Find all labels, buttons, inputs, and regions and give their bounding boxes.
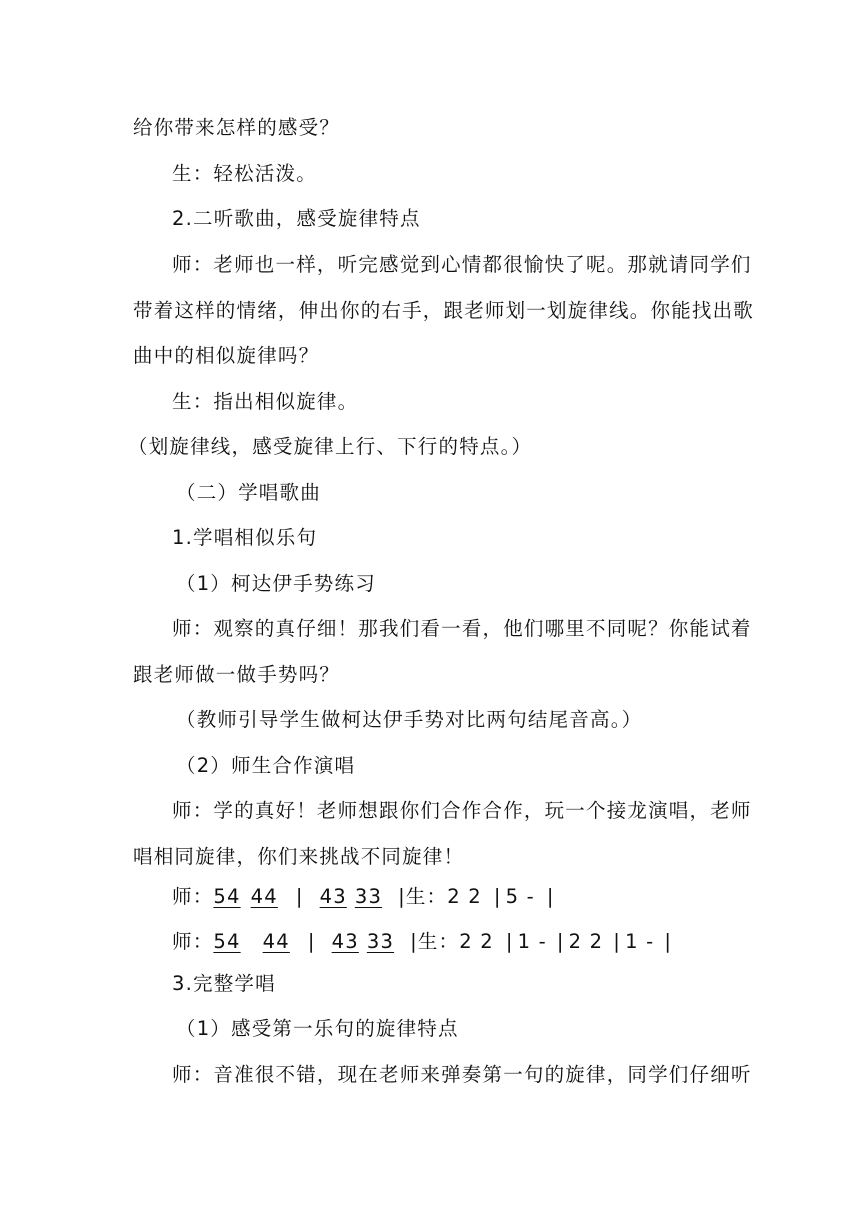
bar-line: | — [307, 930, 316, 953]
subsection-heading: （1）感受第一乐句的旋律特点 — [176, 1017, 459, 1040]
notation-note: 2 2 — [568, 930, 604, 953]
paragraph-line: 师：音准很不错，现在老师来弹奏第一句的旋律，同学们仔细听 — [172, 1063, 752, 1086]
paragraph-line: （划旋律线，感受旋律上行、下行的特点。） — [128, 435, 533, 458]
notation-line-1 — [172, 884, 555, 910]
section-heading: （二）学唱歌曲 — [176, 481, 321, 504]
section-heading: 2.二听歌曲，感受旋律特点 — [172, 207, 421, 230]
notation-note: 33 — [354, 885, 383, 908]
notation-note: 54 — [213, 930, 241, 953]
paragraph-line: 曲中的相似旋律吗？ — [133, 344, 320, 367]
bar-line: | — [493, 885, 502, 908]
section-heading: 1.学唱相似乐句 — [172, 526, 318, 549]
paragraph-line: 师：老师也一样，听完感觉到心情都很愉快了呢。那就请同学们 — [172, 253, 752, 276]
paragraph-line: 师：观察的真仔细！那我们看一看，他们哪里不同呢？你能试着 — [172, 617, 752, 640]
notation-note: 5 - — [505, 885, 535, 908]
paragraph-line: 生：轻松活泼。 — [172, 162, 317, 185]
notation-speaker: 师： — [172, 885, 214, 908]
bar-line: | — [295, 885, 304, 908]
notation-note: 43 — [319, 885, 347, 908]
notation-note: 1 - — [517, 930, 547, 953]
notation-note: 44 — [262, 930, 290, 953]
bar-line: | — [613, 930, 622, 953]
bar-line: | — [546, 885, 555, 908]
paragraph-line: 带着这样的情绪，伸出你的右手，跟老师划一划旋律线。你能找出歌 — [133, 299, 755, 322]
paragraph-line: 师：学的真好！老师想跟你们合作合作，玩一个接龙演唱，老师 — [172, 799, 752, 822]
bar-line: | — [664, 930, 673, 953]
paragraph-line: （教师引导学生做柯达伊手势对比两句结尾音高。） — [176, 708, 643, 731]
paragraph-line: 唱相同旋律，你们来挑战不同旋律！ — [133, 845, 465, 868]
subsection-heading: （1）柯达伊手势练习 — [176, 572, 376, 595]
section-heading: 3.完整学唱 — [172, 972, 276, 995]
notation-note: 44 — [250, 885, 278, 908]
notation-speaker: 师： — [172, 930, 214, 953]
notation-note: 33 — [366, 930, 395, 953]
bar-line: | — [410, 930, 418, 953]
notation-line-2 — [172, 929, 672, 955]
notation-note: 54 — [213, 885, 241, 908]
notation-student: 生：2 2 — [405, 885, 482, 908]
subsection-heading: （2）师生合作演唱 — [176, 754, 356, 777]
notation-note: 43 — [331, 930, 359, 953]
bar-line: | — [556, 930, 565, 953]
bar-line: | — [398, 885, 406, 908]
bar-line: | — [505, 930, 514, 953]
paragraph-line: 跟老师做一做手势吗？ — [133, 663, 341, 686]
notation-note: 1 - — [625, 930, 655, 953]
paragraph-line: 生：指出相似旋律。 — [172, 390, 359, 413]
paragraph-line: 给你带来怎样的感受？ — [133, 116, 341, 139]
notation-student: 生：2 2 — [417, 930, 494, 953]
